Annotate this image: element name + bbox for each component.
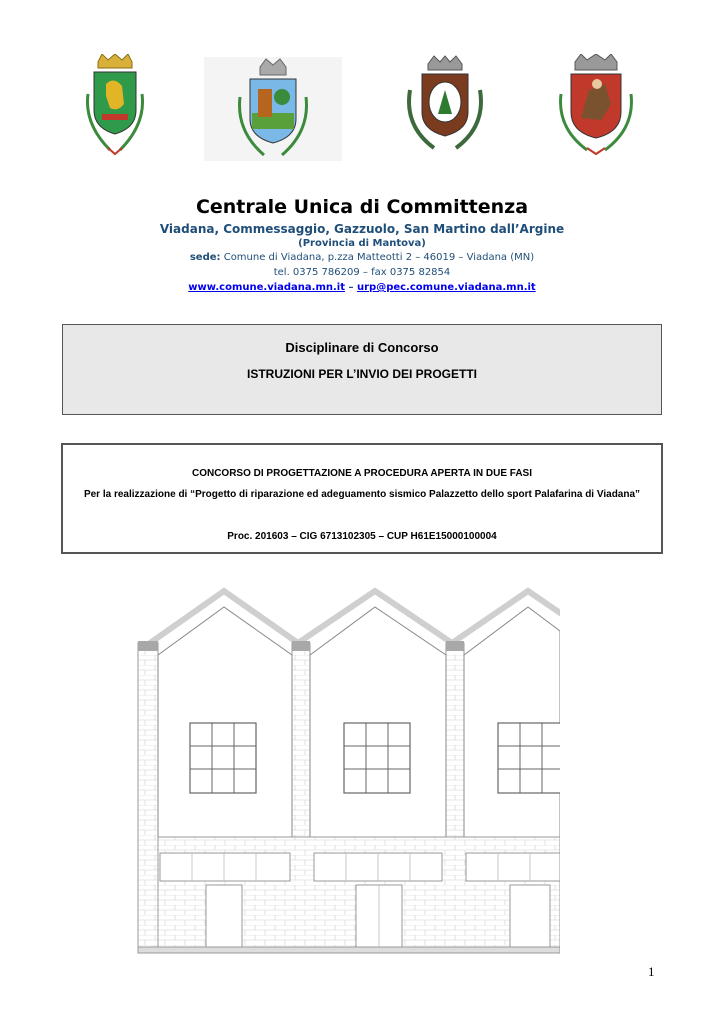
gazzuolo-crest-icon (398, 54, 492, 154)
building-facade-drawing (130, 585, 560, 962)
website-link[interactable]: www.comune.viadana.mn.it (188, 282, 346, 293)
viadana-crest-icon (80, 54, 150, 156)
document-subtitle: ISTRUZIONI PER L’INVIO DEI PROGETTI (246, 367, 478, 381)
sede-text: Comune di Viadana, p.zza Matteotti 2 – 46019 – Viadana (MN) (220, 252, 535, 263)
sede-label: sede: (189, 252, 221, 263)
document-type-box (62, 324, 662, 415)
municipalities-list: Viadana, Commessaggio, Gazzuolo, San Martino dall’Argine (159, 222, 565, 236)
page-title: Centrale Unica di Committenza (195, 196, 529, 218)
competition-info-box (61, 443, 663, 554)
contact-phone-fax: tel. 0375 786209 – fax 0375 82854 (273, 267, 451, 278)
sede-address (0, 252, 724, 263)
link-separator: – (345, 282, 357, 293)
commessaggio-crest-icon (204, 57, 342, 161)
competition-description: Per la realizzazione di “Progetto di riparazione ed adeguamento sismico Palazzetto dello sport Palafarina di Viadana” (83, 489, 641, 500)
email-link[interactable]: urp@pec.comune.viadana.mn.it (356, 282, 536, 293)
procedure-codes: Proc. 201603 – CIG 6713102305 – CUP H61E15000100004 (227, 531, 497, 542)
contact-links (0, 282, 724, 293)
province-label: (Provincia di Mantova) (298, 238, 426, 249)
document-type-title: Disciplinare di Concorso (285, 340, 439, 355)
san-martino-crest-icon (553, 54, 639, 156)
competition-title: CONCORSO DI PROGETTAZIONE A PROCEDURA APERTA IN DUE FASI (191, 468, 532, 479)
page-number: 1 (648, 964, 655, 979)
